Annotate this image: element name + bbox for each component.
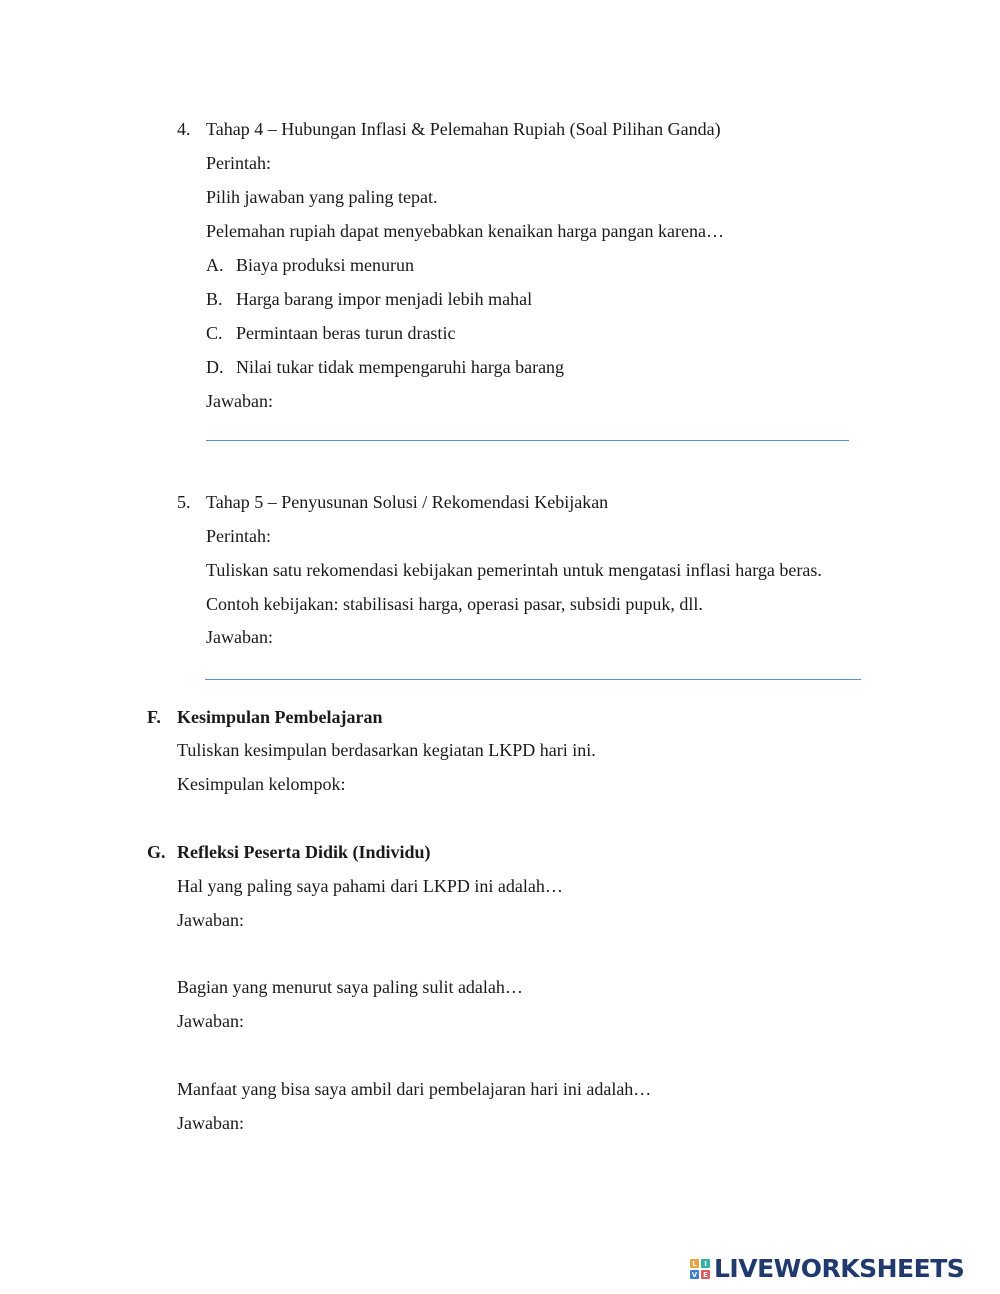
section-f-heading: Kesimpulan Pembelajaran xyxy=(177,707,383,727)
item4-number: 4. xyxy=(177,119,191,139)
liveworksheets-logo xyxy=(690,1254,964,1284)
reflection-answer-label-3: Jawaban: xyxy=(177,1113,244,1133)
item5-answer-field[interactable] xyxy=(205,679,861,680)
item5-example: Contoh kebijakan: stabilisasi harga, operasi pasar, subsidi pupuk, dll. xyxy=(206,594,703,614)
option-d-text: Nilai tukar tidak mempengaruhi harga barang xyxy=(236,357,565,377)
item4-question: Pelemahan rupiah dapat menyebabkan kenaikan harga pangan karena… xyxy=(206,221,724,241)
item4-title: Tahap 4 – Hubungan Inflasi & Pelemahan Rupiah (Soal Pilihan Ganda) xyxy=(206,119,721,139)
reflection-question-1: Hal yang paling saya pahami dari LKPD ini adalah… xyxy=(177,876,563,896)
option-c-letter: C. xyxy=(206,323,223,343)
item4-instruction: Pilih jawaban yang paling tepat. xyxy=(206,187,438,207)
option-a-text: Biaya produksi menurun xyxy=(236,255,414,275)
logo-blocks-icon xyxy=(690,1259,710,1279)
logo-block-2: I xyxy=(701,1259,710,1268)
logo-block-1: L xyxy=(690,1259,699,1268)
logo-block-3: V xyxy=(691,1270,698,1279)
logo-text: LIVEWORKSHEETS xyxy=(714,1254,965,1283)
section-f-line2: Kesimpulan kelompok: xyxy=(177,774,346,794)
item5-instruction: Tuliskan satu rekomendasi kebijakan pemerintah untuk mengatasi inflasi harga beras. xyxy=(206,560,822,580)
section-f-line1: Tuliskan kesimpulan berdasarkan kegiatan LKPD hari ini. xyxy=(177,740,596,760)
section-g-heading: Refleksi Peserta Didik (Individu) xyxy=(177,842,431,862)
option-d-letter: D. xyxy=(206,357,224,377)
reflection-question-2: Bagian yang menurut saya paling sulit adalah… xyxy=(177,977,523,997)
item4-answer-field[interactable] xyxy=(206,440,849,441)
section-g-letter: G. xyxy=(147,842,166,862)
item5-instruction-label: Perintah: xyxy=(206,526,271,546)
option-b-letter: B. xyxy=(206,289,223,309)
logo-block-4: E xyxy=(701,1270,710,1279)
option-c-text: Permintaan beras turun drastic xyxy=(236,323,456,343)
item5-number: 5. xyxy=(177,492,191,512)
section-f-letter: F. xyxy=(147,707,161,727)
item4-instruction-label: Perintah: xyxy=(206,153,271,173)
reflection-answer-label-2: Jawaban: xyxy=(177,1011,244,1031)
option-b-text: Harga barang impor menjadi lebih mahal xyxy=(236,289,533,309)
item4-answer-label: Jawaban: xyxy=(206,391,273,411)
option-a-letter: A. xyxy=(206,255,224,275)
item5-answer-label: Jawaban: xyxy=(206,627,273,647)
item5-title: Tahap 5 – Penyusunan Solusi / Rekomendasi Kebijakan xyxy=(206,492,609,512)
reflection-answer-label-1: Jawaban: xyxy=(177,910,244,930)
reflection-question-3: Manfaat yang bisa saya ambil dari pembelajaran hari ini adalah… xyxy=(177,1079,652,1099)
